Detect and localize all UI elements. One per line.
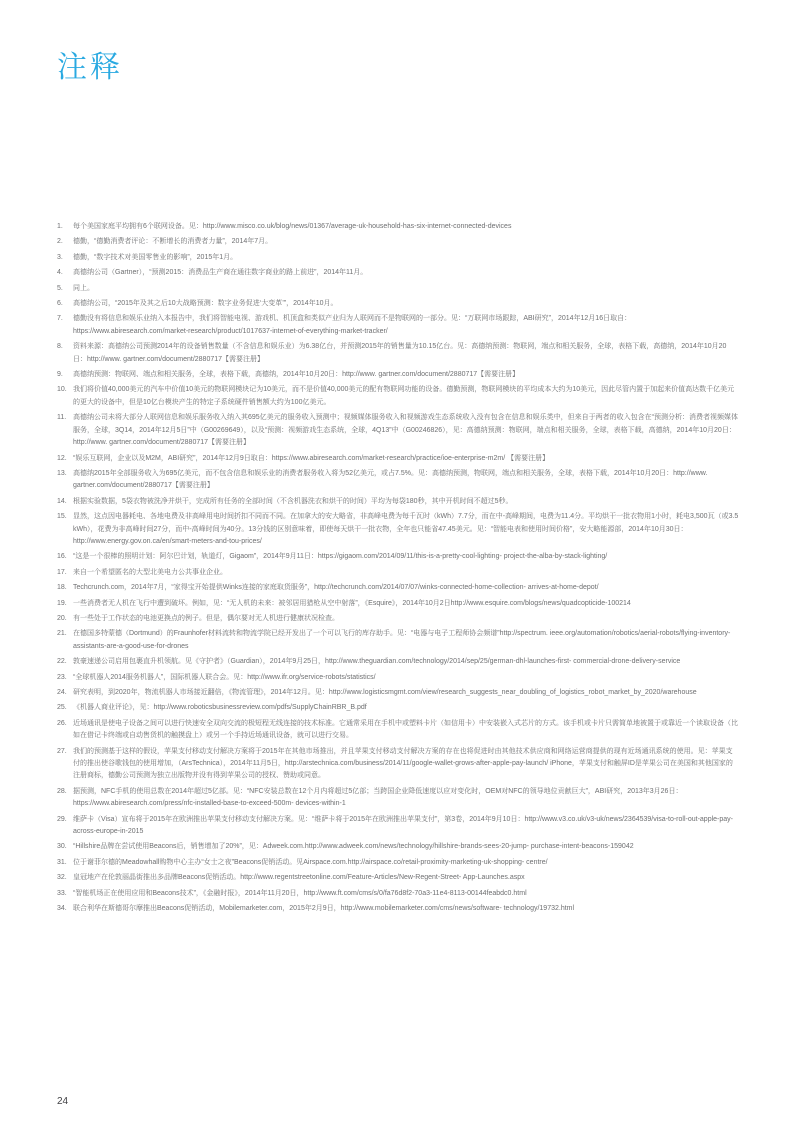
note-number: 6.	[57, 300, 63, 308]
note-number: 8.	[57, 343, 63, 351]
note-text: “这是一个很棒的照明计划：阿尔巴计划，轨道灯，Gigaom”，2014年9月11日：https://gigaom.com/2014/09/11/this-is-a-pretty-cool-lighting- project-the-alba-by-stack-lighting/	[73, 553, 608, 561]
note-item	[57, 746, 739, 783]
note-item	[57, 453, 739, 465]
note-number: 30.	[57, 843, 67, 851]
note-number: 18.	[57, 584, 67, 592]
note-text: 有一些处于工作状态的电池更换点的例子。但是，偶尔要对无人机进行健康状况检查。	[73, 614, 339, 622]
note-item	[57, 814, 739, 839]
note-item	[57, 841, 739, 853]
note-number: 15.	[57, 513, 67, 521]
note-item	[57, 702, 739, 714]
note-text: 位于谢菲尔德的Meadowhall购物中心主办“女士之夜”Beacons促销活动。见Airspace.com.http://airspace.co/retail-proximity-marketing-uk-shopping- centre/	[73, 858, 548, 866]
note-text: Techcrunch.com，2014年7月，“家得宝开始提供Winks连接的家庭取货服务”，http://techcrunch.com/2014/07/07/winks-connected-home-collection- arrives-at-home-depot/	[73, 584, 599, 592]
note-item	[57, 628, 739, 653]
note-text: 同上。	[73, 284, 94, 292]
note-text: “娱乐互联网，企业以及M2M，ABI研究”，2014年12月9日取自：https://www.abiresearch.com/market-research/practice/ioe-enterprise-m2m/ 【需要注册】	[73, 454, 550, 462]
note-text: 在德国多特蒙德（Dortmund）的Fraunhofer材料流转和物流学院已经开发出了一个可以飞行的库存助手。见：“电器与电子工程师协会频谱”http://spectrum. ieee.org/automation/robotics/aerial-robots/flying-inventory-assistants-are-a-good-use-for-drones	[73, 630, 731, 650]
note-item	[57, 567, 739, 579]
note-number: 25.	[57, 704, 67, 712]
note-item	[57, 496, 739, 508]
note-number: 16.	[57, 553, 67, 561]
note-text: 资料来源：高德纳公司预测2014年的设备销售数量（不含信息和娱乐业）为6.38亿台，并预测2015年的销售量为10.15亿台。见：高德纳预测：物联网，端点和相关服务，全球，表格下载，高德纳，2014年10月20日：http://www. gartner.com/document/2880717【需要注册】	[73, 343, 727, 363]
note-item	[57, 511, 739, 548]
note-number: 31.	[57, 858, 67, 866]
note-number: 32.	[57, 874, 67, 882]
note-text: 近场通讯是使电子设备之间可以进行快速安全双向交流的极短程无线连接的技术标准。它通常采用在手机中或塑料卡片（如信用卡）中安装嵌入式芯片的方式。该手机或卡片只需简单地被置于或靠近一个读取设备（比如在借记卡终端或自动售货机的触摸盘上）或另一个手持近场通讯设备，就可以进行交易。	[73, 719, 738, 740]
note-item	[57, 857, 739, 869]
note-number: 13.	[57, 469, 67, 477]
note-number: 29.	[57, 815, 67, 823]
note-item	[57, 672, 739, 684]
note-item	[57, 872, 739, 884]
note-item	[57, 298, 739, 310]
note-number: 10.	[57, 386, 67, 394]
note-item	[57, 687, 739, 699]
note-number: 9.	[57, 371, 63, 379]
note-text: 德勤没有将信息和娱乐业纳入本报告中，我们将智能电视、游戏机、机顶盒和类似产业归为人联网而不是物联网的一部分。见：“万联网市场跟踪，ABI研究”，2014年12月16日取自：https://www.abiresearch.com/market-research/product/1017637-internet-of-everything-market-tracker/	[73, 315, 632, 335]
note-item	[57, 369, 739, 381]
note-text: 我们的预测基于这样的假设，苹果支付移动支付解决方案将于2015年在其他市场推出，并且苹果支付移动支付解决方案的存在也将促进时由其他技术供应商和网络运营商提供的现有近场通讯系统的使用。见：苹果支付的推出使谷歌钱包的使用增加，（ArsTechnica），2014年11月5日，http://arstechnica.com/business/2014/11/google-wallet-grows-after-apple-pay-launch/ iPhone，苹果支付和触屏ID是苹果公司在美国和其他国家的注册商标，德勤公司预测为独立出版物并没有得到苹果公司的授权、赞助或同意。	[73, 747, 733, 780]
note-item	[57, 598, 739, 610]
note-item	[57, 656, 739, 668]
note-number: 7.	[57, 315, 63, 323]
note-number: 17.	[57, 568, 67, 576]
note-text: “全球机器人2014服务机器人”，国际机器人联合会。见：http://www.ifr.org/service-robots/statistics/	[73, 673, 376, 681]
note-number: 34.	[57, 905, 67, 913]
note-number: 4.	[57, 269, 63, 277]
note-text: 一些消费者无人机在飞行中遭到破坏。例如，见：“无人机的未来：被邻居用猎枪从空中射落”，《Esquire》，2014年10月2日http://www.esquire.com/blogs/news/quadcopticide-100214	[73, 599, 631, 607]
note-text: 来自一个希望匿名的大型北美电力公共事业企业。	[73, 568, 227, 576]
page-number: 24	[57, 1096, 69, 1107]
note-number: 24.	[57, 689, 67, 696]
note-number: 22.	[57, 658, 67, 666]
note-item	[57, 551, 739, 563]
note-item	[57, 786, 739, 811]
note-item	[57, 718, 739, 743]
note-text: 高德纳预测：物联网、端点和相关服务，全球，表格下载，高德纳，2014年10月20日：http://www. gartner.com/document/2880717【需要注册】	[73, 371, 520, 379]
note-item	[57, 341, 739, 366]
note-text: 每个美国家庭平均拥有6个联网设备。见：http://www.misco.co.uk/blog/news/01367/average-uk-household-has-six-internet-connected-devices	[73, 223, 512, 230]
note-item	[57, 582, 739, 594]
note-number: 23.	[57, 673, 67, 681]
note-number: 20.	[57, 614, 67, 622]
note-item	[57, 888, 739, 900]
note-text: “Hillshire品牌在尝试使用Beacons后，销售增加了20%”，见：Adweek.com.http://www.adweek.com/news/technology/hillshire-brands-sees-20-jump- purchase-intent-beacons-159042	[73, 843, 634, 851]
note-number: 2.	[57, 238, 63, 246]
note-text: 高德纳公司（Gartner），“预测2015：消费品生产商在通往数字商业的路上前进”，2014年11月。	[73, 269, 368, 277]
note-item	[57, 236, 739, 248]
note-text: 维萨卡（Visa）宣布将于2015年在欧洲推出苹果支付移动支付解决方案。见：“维萨卡将于2015年在欧洲推出苹果支付”，第3卷，2014年9月10日：http://www.v3.co.uk/v3-uk/news/2364539/visa-to-roll-out-apple-pay-across-europe-in-2015	[73, 815, 733, 836]
note-item	[57, 267, 739, 279]
note-item	[57, 221, 739, 233]
note-number: 26.	[57, 719, 67, 727]
notes-list	[57, 221, 739, 919]
note-number: 28.	[57, 787, 67, 795]
note-number: 14.	[57, 497, 67, 505]
note-text: “智能机场正在使用应用和Beacons技术”，《金融时报》，2014年11月20日，http://www.ft.com/cms/s/0/fa76d8f2-70a3-11e4-8113-00144feabdc0.html	[73, 889, 527, 897]
note-number: 11.	[57, 414, 67, 422]
note-number: 21.	[57, 630, 67, 638]
note-item	[57, 903, 739, 915]
note-item	[57, 283, 739, 295]
note-number: 33.	[57, 889, 67, 897]
note-number: 1.	[57, 223, 63, 230]
note-number: 3.	[57, 253, 63, 261]
note-item	[57, 412, 739, 449]
page-title: 注释	[57, 51, 123, 84]
note-number: 27.	[57, 747, 67, 755]
note-item	[57, 313, 739, 338]
note-text: 德勤，“德勤消费者评论：不断增长的消费者力量”，2014年7月。	[73, 238, 273, 246]
note-number: 5.	[57, 284, 63, 292]
note-text: 根据实验数据，5袋衣物被洗净并烘干，完成所有任务的全部时间（不含机器洗衣和烘干的时间）平均为每袋180秒，其中开机时间不超过5秒。	[73, 497, 513, 505]
note-number: 12.	[57, 454, 67, 462]
note-text: 据预测，NFC手机的使用总数在2014年超过5亿部。见：“NFC安装总数在12个月内将超过5亿部；当跨国企业降低速度以应对变化时，OEM对NFC的领导地位贡献巨大”，ABI研究，2013年3月26日：https://www.abiresearch.com/press/nfc-installed-base-to-exceed-500m- devices-within-1	[73, 787, 683, 808]
note-number: 19.	[57, 599, 67, 607]
note-text: 《机器人商业评论》，见：http://www.roboticsbusinessreview.com/pdfs/SupplyChainRBR_B.pdf	[73, 704, 367, 712]
note-text: 德勤，“数字技术对美国零售业的影响”，2015年1月。	[73, 253, 238, 261]
note-text: 高德纳公司未将大部分人联网信息和娱乐服务收入纳入其695亿美元的服务收入预测中；视频媒体服务收入和视频游戏生态系统收入没有包含在信息和娱乐类中，但来自于两者的收入包含在“预测分析：消费者视频媒体服务，全球，3Q14，2014年12月5日”中（G00269649），以及“预测：视频游戏生态系统，全球，4Q13”中（G00246826），见：高德纳预测：物联网，端点和相关服务，全球，表格下载，高德纳，2014年10月20日：http://www. gartner.com/document/2880717【需要注册】	[73, 414, 739, 447]
note-text: 敦豪速递公司启用包裹直升机领航。见《守护者》（Guardian），2014年9月25日，http://www.theguardian.com/technology/2014/sep/25/german-dhl-launches-first- commercial-drone-delivery-service	[73, 658, 681, 666]
note-text: 显然，这点因电器耗电、各地电费及非高峰用电时间折扣不同而不同。在加拿大的安大略省，非高峰电费为每千瓦时（kWh）7.7分，而在中-高峰期间，电费为11.4分。平均烘干一批衣物用1小时，耗电3,500瓦（或3.5 kWh），花费为非高峰时间27分，而中-高峰时间为40分。13分钱的区别意味着，即使每天烘干一批衣物，全年也只能省47.45美元。见：“智能电表和使用时间价格”，安大略能源部，2014年10月30日：http://www.energy.gov.on.ca/en/smart-meters-and-tou-prices/	[73, 513, 739, 545]
note-text: 研究表明，到2020年，物流机器人市场接近翻倍，《物流管理》，2014年12月。见：http://www.logisticsmgmt.com/view/research_suggests_near_doubling_of_logistics_robot_market_by_2020/warehouse	[73, 689, 697, 696]
note-item	[57, 252, 739, 264]
note-text: 我们将价值40,000美元的汽车中价值10美元的物联网模块记为10美元，而不是价值40,000美元的配有物联网功能的设备。德勤预测，物联网模块的平均成本大约为10美元，因此尽管内置于加起来价值高达数千亿美元的更大的设备中，但是10亿台模块产生的特定子系统硬件销售额大约为100亿美元。	[73, 386, 735, 406]
note-text: 联合利华在斯德哥尔摩推出Beacons促销活动，Mobilemarketer.com，2015年2月9日，http://www.mobilemarketer.com/cms/news/software- technology/19732.html	[73, 905, 575, 913]
note-item	[57, 468, 739, 493]
note-text: 高德纳2015年全部服务收入为695亿美元，而不包含信息和娱乐业的消费者服务收入将为52亿美元，或占7.5%。见：高德纳预测，物联网，端点和相关服务，全球，表格下载，2014年10月20日：http://www. gartner.com/document/2880717【需要注册】	[73, 469, 708, 490]
note-text: 高德纳公司，“2015年及其之后10大战略预测：数字业务促进‘大变革’”，2014年10月。	[73, 300, 338, 308]
note-text: 皇冠地产在伦敦丽晶街推出多品牌Beacons促销活动。http://www.regentstreetonline.com/Feature-Articles/New-Regent-Street- App-Launches.aspx	[73, 874, 525, 882]
note-item	[57, 384, 739, 409]
note-item	[57, 613, 739, 625]
